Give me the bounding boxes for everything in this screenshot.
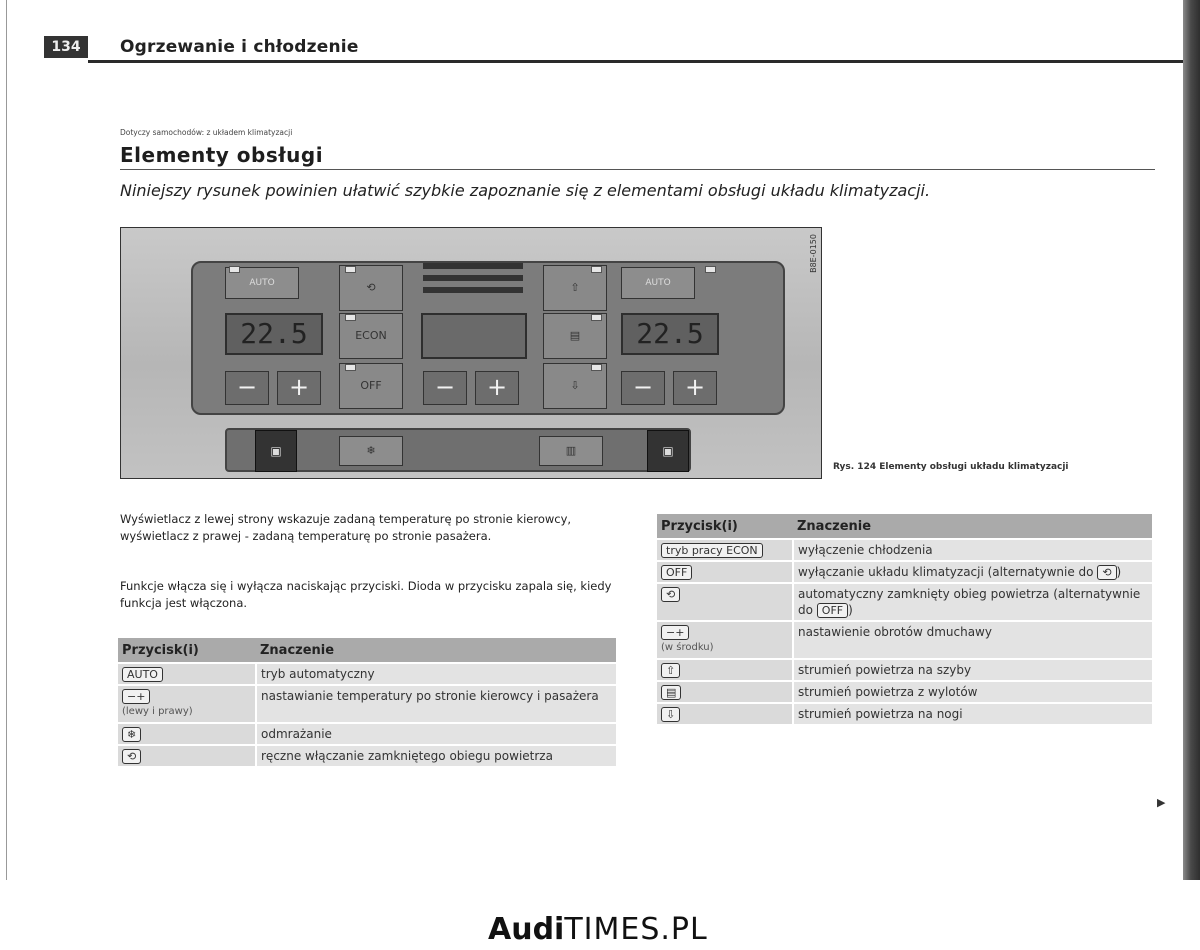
temp-right-minus: −: [621, 371, 665, 405]
column-header: Przycisk(i): [657, 514, 793, 539]
auto-left-button: AUTO: [225, 267, 299, 299]
meaning-tail: ): [848, 603, 853, 617]
meaning-cell: tryb automatyczny: [256, 663, 616, 685]
minus-plus-key: −+: [661, 625, 689, 640]
fan-plus: +: [475, 371, 519, 405]
table-row: [657, 659, 1152, 681]
led-indicator: [345, 364, 356, 371]
section-kicker: Dotyczy samochodów: z układem klimatyzacji: [120, 128, 293, 137]
defrost-icon: ❄: [122, 727, 141, 742]
table-row: [657, 583, 1152, 621]
recirculation-icon: ⟲: [661, 587, 680, 602]
recirculation-icon: ⟲: [122, 749, 141, 764]
climate-panel-figure: [120, 227, 822, 479]
footer-brand: [488, 912, 708, 947]
auto-right-button: AUTO: [621, 267, 695, 299]
row-note: (lewy i prawy): [122, 706, 193, 717]
chapter-title: Ogrzewanie i chłodzenie: [120, 37, 359, 57]
section-title: Elementy obsługi: [120, 143, 324, 167]
rear-window-heat-button: ▥: [539, 436, 603, 466]
econ-key: tryb pracy ECON: [661, 543, 763, 558]
recirculation-icon: ⟲: [1097, 565, 1116, 580]
temp-right-display: 22.5: [621, 313, 719, 355]
vent-slat: [423, 263, 523, 269]
led-indicator: [345, 314, 356, 321]
header-rule: [88, 60, 1183, 63]
section-rule: [120, 169, 1155, 170]
meaning-cell: strumień powietrza na nogi: [793, 703, 1152, 724]
led-indicator: [705, 266, 716, 273]
table-row: [118, 723, 616, 745]
row-note: (w środku): [661, 642, 714, 653]
meaning-text: automatyczny zamknięty obieg powietrza (alternatywnie do: [798, 587, 1141, 617]
buttons-table-left: [118, 638, 616, 766]
table-row: [657, 561, 1152, 583]
table-row: [657, 539, 1152, 561]
vent-slat: [423, 287, 523, 293]
column-header: Przycisk(i): [118, 638, 256, 663]
meaning-cell: odmrażanie: [256, 723, 616, 745]
meaning-cell: strumień powietrza na szyby: [793, 659, 1152, 681]
page-number: 134: [44, 36, 88, 58]
temp-left-minus: −: [225, 371, 269, 405]
paragraph-displays: Wyświetlacz z lewej strony wskazuje zadaną temperaturę po stronie kierowcy, wyświetlacz z prawej - zadaną temperaturę po stronie pasażera.: [120, 512, 572, 543]
recirculation-button: ⟲: [339, 265, 403, 311]
meaning-cell: strumień powietrza z wylotów: [793, 681, 1152, 703]
meaning-cell: wyłączenie chłodzenia: [793, 539, 1152, 561]
vent-air-icon: ▤: [661, 685, 681, 700]
meaning-cell: [793, 561, 1152, 583]
auto-key: AUTO: [122, 667, 163, 682]
table-row: [118, 685, 616, 723]
defrost-button: ❄: [339, 436, 403, 466]
table-row: [657, 703, 1152, 724]
led-indicator: [591, 314, 602, 321]
footwell-air-button: ⇩: [543, 363, 607, 409]
minus-plus-key: −+: [122, 689, 150, 704]
vent-air-button: ▤: [543, 313, 607, 359]
led-indicator: [591, 266, 602, 273]
control-panel: [191, 261, 785, 415]
led-indicator: [591, 364, 602, 371]
econ-button: ECON: [339, 313, 403, 359]
off-key: OFF: [817, 603, 848, 618]
table-row: [657, 621, 1152, 659]
meaning-cell: nastawianie temperatury po stronie kierowcy i pasażera: [256, 685, 616, 723]
seat-heat-right-button: ▣: [647, 430, 689, 472]
vent-slat: [423, 275, 523, 281]
page-edge-shadow: [1183, 0, 1200, 880]
brand-bold: Audi: [488, 912, 565, 947]
column-header: Znaczenie: [256, 638, 616, 663]
footwell-air-icon: ⇩: [661, 707, 680, 722]
meaning-cell: [793, 583, 1152, 621]
temp-left-plus: +: [277, 371, 321, 405]
temp-left-display: 22.5: [225, 313, 323, 355]
column-header: Znaczenie: [793, 514, 1152, 539]
buttons-table-right: [657, 514, 1152, 724]
continue-arrow-icon: ▶: [1157, 796, 1166, 809]
fan-display: [421, 313, 527, 359]
windshield-air-button: ⇧: [543, 265, 607, 311]
table-row: [118, 663, 616, 685]
off-button: OFF: [339, 363, 403, 409]
figure-caption: Rys. 124 Elementy obsługi układu klimatyzacji: [833, 462, 1069, 472]
meaning-cell: ręczne włączanie zamkniętego obiegu powietrza: [256, 745, 616, 766]
table-row: [657, 681, 1152, 703]
brand-thin: TIMES.PL: [564, 912, 708, 947]
off-key: OFF: [661, 565, 692, 580]
fan-minus: −: [423, 371, 467, 405]
windshield-air-icon: ⇧: [661, 663, 680, 678]
led-indicator: [345, 266, 356, 273]
page-edge-line: [6, 0, 7, 880]
lower-bezel: [225, 428, 691, 472]
paragraph-functions: Funkcje włącza się i wyłącza naciskając przyciski. Dioda w przycisku zapala się, kiedy funkcja jest włączona.: [120, 579, 612, 610]
meaning-cell: nastawienie obrotów dmuchawy: [793, 621, 1152, 659]
section-intro: Niniejszy rysunek powinien ułatwić szybkie zapoznanie się z elementami obsługi układu klimatyzacji.: [120, 181, 931, 200]
temp-right-plus: +: [673, 371, 717, 405]
seat-heat-left-button: ▣: [255, 430, 297, 472]
led-indicator: [229, 266, 240, 273]
table-row: [118, 745, 616, 766]
figure-code: B8E-0150: [809, 234, 818, 273]
meaning-tail: ): [1116, 565, 1122, 579]
meaning-text: wyłączanie układu klimatyzacji (alternatywnie do: [798, 565, 1094, 579]
